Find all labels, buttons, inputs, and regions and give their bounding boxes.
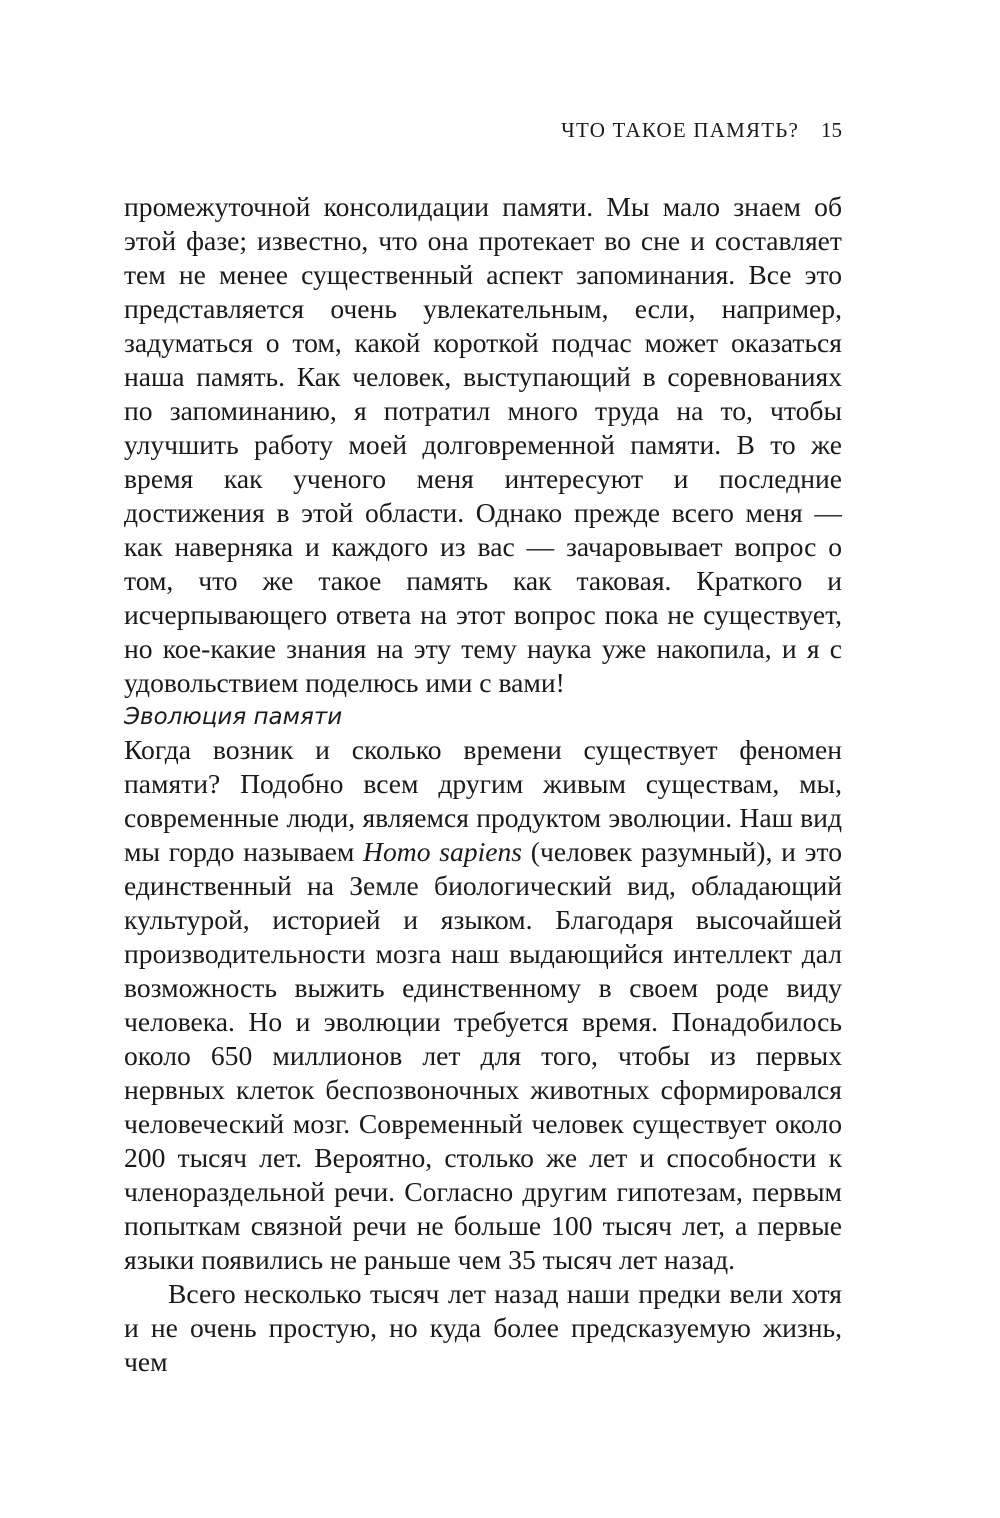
species-name: Homo sapiens <box>363 836 523 867</box>
section-p1-start: Когда возник и сколько времени существует феномен памяти? Подобно всем другим живым существам, мы, современные люди, являемся продуктом эволюции. Наш вид мы гордо называем <box>124 734 842 867</box>
section-body <box>124 733 842 1379</box>
section-heading: Эволюция памяти <box>124 704 343 730</box>
running-header-title: ЧТО ТАКОЕ ПАМЯТЬ? <box>561 118 799 142</box>
page-number: 15 <box>821 118 842 142</box>
section-paragraph-2: Всего несколько тысяч лет назад наши предки вели хотя и не очень простую, но куда более предсказуемую жизнь, чем <box>124 1278 842 1377</box>
intro-text <box>124 190 842 700</box>
section-paragraph-1 <box>124 733 842 1277</box>
intro-paragraph: промежуточной консолидации памяти. Мы мало знаем об этой фазе; известно, что она протекает во сне и составляет тем не менее существенный аспект запоминания. Все это представляется очень увлекательным, если, например, задуматься о том, какой короткой подчас может оказаться наша память. Как человек, выступающий в соревнованиях по запоминанию, я потратил много труда на то, чтобы улучшить работу моей долговременной памяти. В то же время как ученого меня интересуют и последние достижения в этой области. Однако прежде всего меня — как наверняка и каждого из вас — зачаровывает вопрос о том, что же такое память как таковая. Краткого и исчерпывающего ответа на этот вопрос пока не существует, но кое-какие знания на эту тему наука уже накопила, и я с удовольствием поделюсь ими с вами! <box>124 191 842 698</box>
running-header <box>561 118 842 143</box>
section-p1-end: (человек разумный), и это единственный на Земле биологический вид, обладающий культурой, историей и языком. Благодаря высочайшей производительности мозга наш выдающийся интеллект дал возможность выжить единственному в своем роде виду человека. Но и эволюции требуется время. Понадобилось около 650 миллионов лет для того, чтобы из первых нервных клеток беспозвоночных животных сформировался человеческий мозг. Современный человек существует около 200 тысяч лет. Вероятно, столько же лет и способности к членораздельной речи. Согласно другим гипотезам, первым попыткам связной речи не больше 100 тысяч лет, а первые языки появились не раньше чем 35 тысяч лет назад. <box>124 836 842 1275</box>
